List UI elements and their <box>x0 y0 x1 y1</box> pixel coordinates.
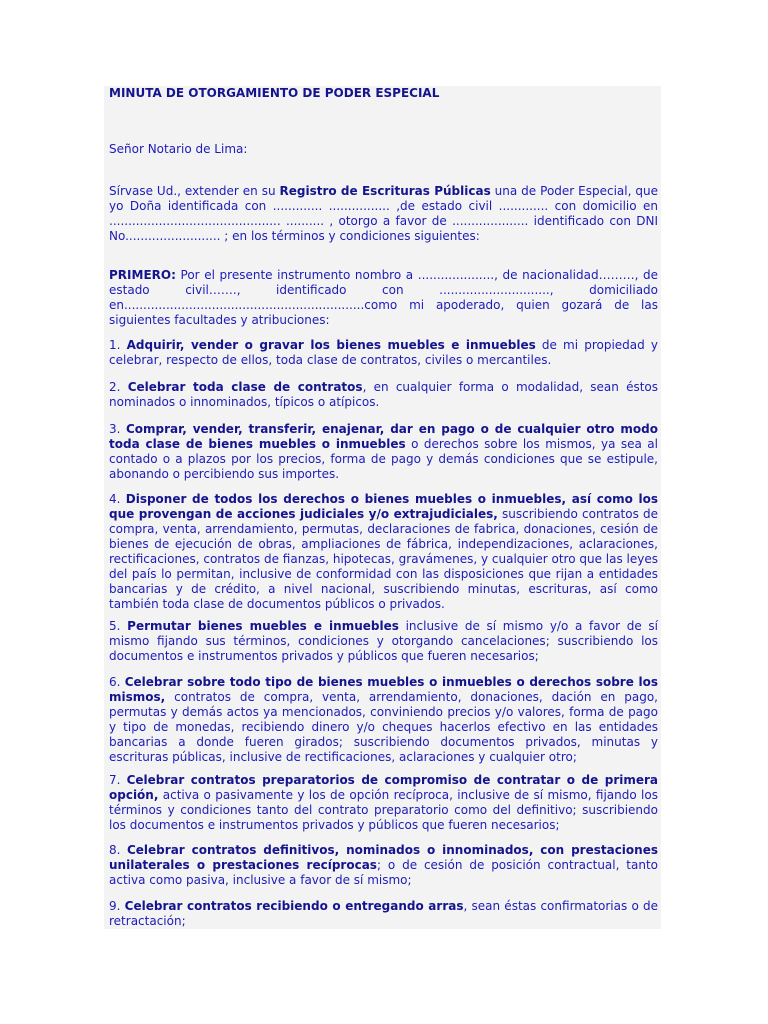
list-item: 5. Permutar bienes muebles e inmuebles inclusive de sí mismo y/o a favor de sí mismo fijando sus términos, condiciones y otorgando cancelaciones; suscribiendo los documentos e instrumentos privados y públicos que fueren necesarios; <box>109 619 659 663</box>
list-item: 7. Celebrar contratos preparatorios de compromiso de contratar o de primera opción, activa o pasivamente y los de opción recíproca, inclusive de sí mismo, fijando los términos y condiciones tanto del contrato preparatorio como del definitivo; suscribiendo los documentos e instrumentos privados y públicos que fueren necesarios; <box>109 773 659 832</box>
document-page <box>104 86 661 929</box>
greeting: Señor Notario de Lima: <box>109 142 248 156</box>
list-item: 9. Celebrar contratos recibiendo o entregando arras, sean éstas confirmatorias o de retractación; <box>109 899 659 928</box>
clause-primero: PRIMERO: Por el presente instrumento nombro a ...................., de nacionalidad………, de estado civil……., identificado con ............................., domiciliado en...............................................................como mi apoderado, quien gozará de las siguientes facultades y atribuciones: <box>109 268 658 327</box>
list-item: 3. Comprar, vender, transferir, enajenar, dar en pago o de cualquier otro modo toda clase de bienes muebles o inmuebles o derechos sobre los mismos, ya sea al contado o a plazos por los precios, forma de pago y demás condiciones que se estipule, abonando o percibiendo sus importes. <box>109 422 659 481</box>
list-item: 1. Adquirir, vender o gravar los bienes muebles e inmuebles de mi propiedad y celebrar, respecto de ellos, toda clase de contratos, civiles o mercantiles. <box>109 338 659 367</box>
list-item: 2. Celebrar toda clase de contratos, en cualquier forma o modalidad, sean éstos nominados o innominados, típicos o atípicos. <box>109 380 659 409</box>
document-title: MINUTA DE OTORGAMIENTO DE PODER ESPECIAL <box>109 86 440 100</box>
intro-paragraph: Sírvase Ud., extender en su Registro de Escrituras Públicas una de Poder Especial, que yo Doña identificada con ............. ................ ,de estado civil ............. con domicilio en ............................................. .......... , otorgo a favor de .................... identificado con DNI No......................... ; en los términos y condiciones siguientes: <box>109 184 658 243</box>
list-item: 4. Disponer de todos los derechos o bienes muebles o inmuebles, así como los que provengan de acciones judiciales y/o extrajudiciales, suscribiendo contratos de compra, venta, arrendamiento, permutas, declaraciones de fabrica, donaciones, cesión de bienes de ejecución de obras, ampliaciones de fábrica, independizaciones, aclaraciones, rectificaciones, contratos de fianzas, hipotecas, gravámenes, y cualquier otro que las leyes del país lo permitan, inclusive de conformidad con las disposiciones que rijan a entidades bancarias y de crédito, a nivel nacional, suscribiendo minutas, escrituras, así como también toda clase de documentos públicos o privados. <box>109 492 658 611</box>
list-item: 8. Celebrar contratos definitivos, nominados o innominados, con prestaciones unilaterales o prestaciones recíprocas; o de cesión de posición contractual, tanto activa como pasiva, inclusive a favor de sí mismo; <box>109 843 659 887</box>
list-item: 6. Celebrar sobre todo tipo de bienes muebles o inmuebles o derechos sobre los mismos, contratos de compra, venta, arrendamiento, donaciones, dación en pago, permutas y demás actos ya mencionados, conviniendo precios y/o valores, forma de pago y tipo de monedas, recibiendo dinero y/o cheques hacerlos efectivo en las entidades bancarias a donde fueren girados; suscribiendo documentos privados, minutas y escrituras públicas, inclusive de rectificaciones, aclaraciones y cualquier otro; <box>109 675 658 764</box>
